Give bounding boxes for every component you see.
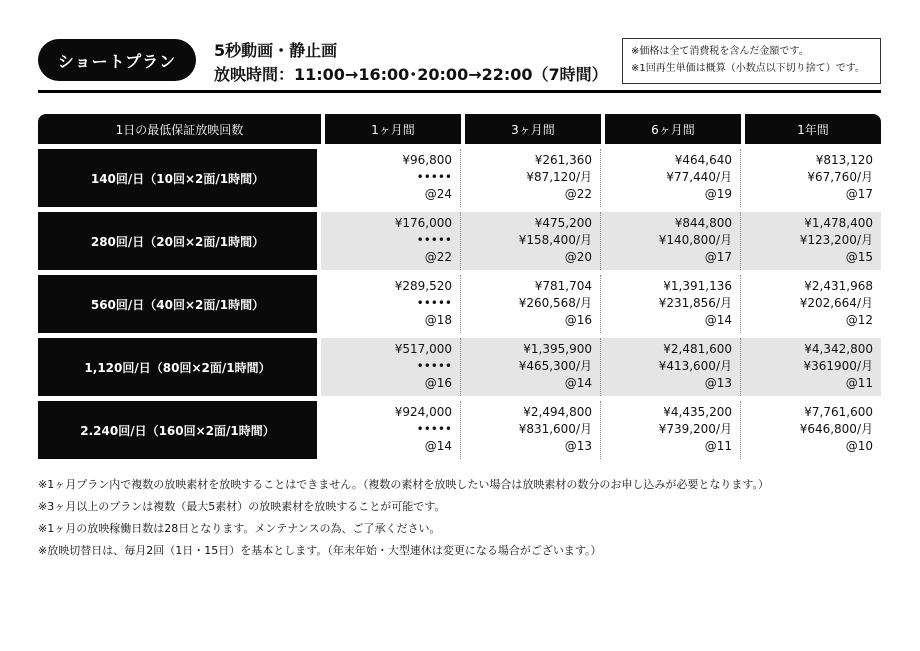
price-notes-box	[622, 38, 881, 84]
monthly-price: ¥123,200/月	[799, 233, 873, 247]
unit-price: @22	[424, 250, 452, 264]
row-label: 1,120回/日（80回×2面/1時間）	[38, 338, 317, 396]
price-cell	[601, 338, 741, 396]
total-price: ¥1,391,136	[663, 279, 732, 293]
monthly-price: ¥739,200/月	[658, 422, 732, 436]
total-price: ¥517,000	[394, 342, 452, 356]
total-price: ¥96,800	[402, 153, 452, 167]
row-label: 560回/日（40回×2面/1時間）	[38, 275, 317, 333]
footnote: ※放映切替日は、毎月2回（1日・15日）を基本とします。（年末年始・大型連休は変更になる場合がございます。）	[38, 544, 602, 557]
unit-price: @19	[704, 187, 732, 201]
total-price: ¥475,200	[534, 216, 592, 230]
unit-price: @24	[424, 187, 452, 201]
total-price: ¥464,640	[674, 153, 732, 167]
total-price: ¥2,431,968	[804, 279, 873, 293]
total-price: ¥813,120	[815, 153, 873, 167]
table-row	[38, 338, 881, 396]
total-price: ¥4,435,200	[663, 405, 732, 419]
header-3-months: 3ヶ月間	[465, 114, 601, 144]
price-note: ※価格は全て消費税を含んだ金額です。	[631, 46, 809, 57]
total-price: ¥176,000	[394, 216, 452, 230]
footnotes	[38, 474, 769, 562]
header-min-plays: 1日の最低保証放映回数	[38, 114, 321, 144]
unit-price: @13	[704, 376, 732, 390]
price-cells	[321, 212, 881, 270]
price-cell	[461, 275, 601, 333]
total-price: ¥1,478,400	[804, 216, 873, 230]
price-cells	[321, 401, 881, 459]
unit-price: @17	[845, 187, 873, 201]
price-cell	[741, 212, 881, 270]
monthly-price: ¥87,120/月	[526, 170, 592, 184]
table-row	[38, 401, 881, 459]
unit-price: @22	[564, 187, 592, 201]
price-cells	[321, 149, 881, 207]
monthly-price: •••••	[416, 422, 452, 436]
row-label: 140回/日（10回×2面/1時間）	[38, 149, 317, 207]
footnote: ※1ヶ月プラン内で複数の放映素材を放映することはできません。（複数の素材を放映したい場合は放映素材の数分のお申し込みが必要となります。）	[38, 478, 769, 491]
unit-price: @20	[564, 250, 592, 264]
unit-price: @13	[564, 439, 592, 453]
price-cell	[741, 338, 881, 396]
monthly-price: ¥831,600/月	[518, 422, 592, 436]
plan-badge: ショートプラン	[38, 39, 196, 81]
broadcast-hours-heading: 放映時間：11:00→16:00･20:00→22:00（7時間）	[214, 65, 608, 84]
unit-price: @14	[424, 439, 452, 453]
monthly-price: •••••	[416, 233, 452, 247]
unit-price: @14	[564, 376, 592, 390]
price-note: ※1回再生単価は概算（小数点以下切り捨て）です。	[631, 63, 865, 74]
price-cell	[321, 401, 461, 459]
header-1-year: 1年間	[745, 114, 881, 144]
table-row	[38, 212, 881, 270]
monthly-price: ¥361900/月	[803, 359, 873, 373]
price-cell	[741, 401, 881, 459]
monthly-price: ¥67,760/月	[807, 170, 873, 184]
price-cell	[461, 401, 601, 459]
monthly-price: •••••	[416, 359, 452, 373]
monthly-price: •••••	[416, 170, 452, 184]
monthly-price: ¥77,440/月	[666, 170, 732, 184]
total-price: ¥4,342,800	[804, 342, 873, 356]
total-price: ¥261,360	[534, 153, 592, 167]
header-6-months: 6ヶ月間	[605, 114, 741, 144]
price-cell	[321, 275, 461, 333]
total-price: ¥7,761,600	[804, 405, 873, 419]
total-price: ¥289,520	[394, 279, 452, 293]
price-cell	[601, 401, 741, 459]
total-price: ¥924,000	[394, 405, 452, 419]
monthly-price: ¥158,400/月	[518, 233, 592, 247]
monthly-price: ¥413,600/月	[658, 359, 732, 373]
price-cell	[461, 212, 601, 270]
price-cell	[321, 212, 461, 270]
total-price: ¥844,800	[674, 216, 732, 230]
price-cells	[321, 338, 881, 396]
table-header-row	[38, 114, 881, 144]
price-cell	[321, 338, 461, 396]
price-cell	[741, 275, 881, 333]
header-divider	[38, 90, 881, 93]
monthly-price: ¥140,800/月	[658, 233, 732, 247]
table-row	[38, 149, 881, 207]
monthly-price: ¥260,568/月	[518, 296, 592, 310]
unit-price: @17	[704, 250, 732, 264]
total-price: ¥1,395,900	[523, 342, 592, 356]
monthly-price: •••••	[416, 296, 452, 310]
price-cell	[741, 149, 881, 207]
total-price: ¥781,704	[534, 279, 592, 293]
unit-price: @18	[424, 313, 452, 327]
monthly-price: ¥646,800/月	[799, 422, 873, 436]
row-label: 280回/日（20回×2面/1時間）	[38, 212, 317, 270]
price-cell	[601, 275, 741, 333]
pricing-table	[38, 114, 881, 459]
price-cell	[461, 149, 601, 207]
monthly-price: ¥231,856/月	[658, 296, 732, 310]
price-cell	[601, 149, 741, 207]
price-cell	[601, 212, 741, 270]
unit-price: @11	[845, 376, 873, 390]
header-1-month: 1ヶ月間	[325, 114, 461, 144]
price-cell	[461, 338, 601, 396]
footnote: ※3ヶ月以上のプランは複数（最大5素材）の放映素材を放映することが可能です。	[38, 500, 446, 513]
unit-price: @11	[704, 439, 732, 453]
monthly-price: ¥465,300/月	[518, 359, 592, 373]
unit-price: @14	[704, 313, 732, 327]
total-price: ¥2,494,800	[523, 405, 592, 419]
content-type-heading: 5秒動画・静止画	[214, 41, 338, 60]
unit-price: @12	[845, 313, 873, 327]
table-row	[38, 275, 881, 333]
unit-price: @15	[845, 250, 873, 264]
total-price: ¥2,481,600	[663, 342, 732, 356]
unit-price: @10	[845, 439, 873, 453]
footnote: ※1ヶ月の放映稼働日数は28日となります。メンテナンスの為、ご了承ください。	[38, 522, 441, 535]
unit-price: @16	[424, 376, 452, 390]
unit-price: @16	[564, 313, 592, 327]
price-cells	[321, 275, 881, 333]
price-cell	[321, 149, 461, 207]
monthly-price: ¥202,664/月	[799, 296, 873, 310]
row-label: 2.240回/日（160回×2面/1時間）	[38, 401, 317, 459]
